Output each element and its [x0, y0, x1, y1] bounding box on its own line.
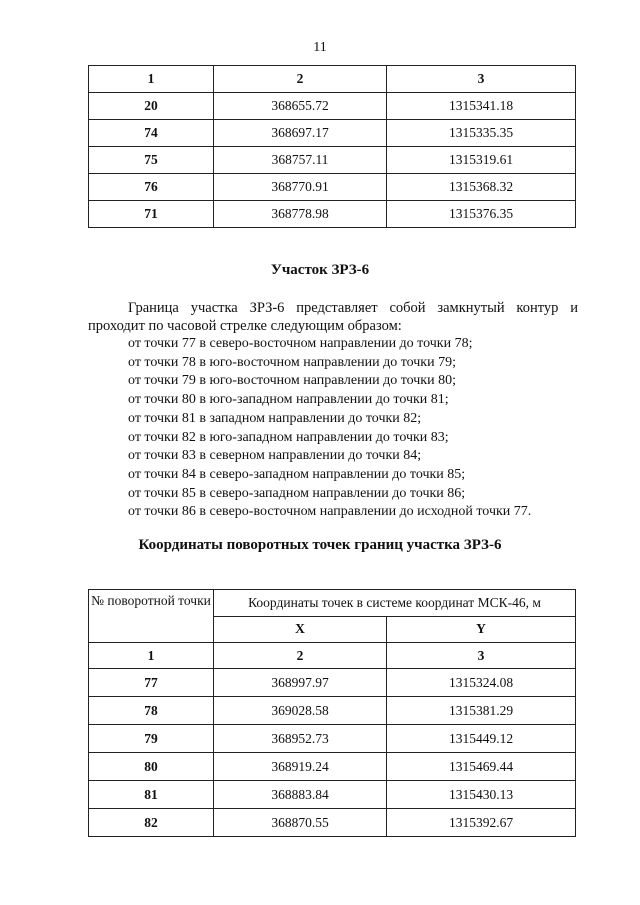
y-coordinate-cell: 1315324.08 [387, 669, 576, 697]
table-header-cell: 3 [387, 643, 576, 669]
y-coordinate-cell: 1315469.44 [387, 753, 576, 781]
x-coordinate-cell: 368655.72 [214, 93, 387, 120]
point-number-cell: 74 [89, 120, 214, 147]
table-row [89, 174, 576, 201]
table-row [89, 809, 576, 837]
coordinates-table [88, 589, 576, 837]
x-axis-header: X [214, 616, 387, 643]
x-coordinate-cell: 368770.91 [214, 174, 387, 201]
x-coordinate-cell: 368697.17 [214, 120, 387, 147]
route-step: от точки 78 в юго-восточном направлении до точки 79; [128, 354, 456, 370]
y-coordinate-cell: 1315335.35 [387, 120, 576, 147]
x-coordinate-cell: 368952.73 [214, 725, 387, 753]
point-number-cell: 78 [89, 697, 214, 725]
route-list [128, 335, 588, 522]
route-step: от точки 82 в юго-западном направлении до точки 83; [128, 429, 449, 445]
route-step: от точки 79 в юго-восточном направлении до точки 80; [128, 373, 456, 389]
table-header-cell: 3 [387, 66, 576, 93]
table-row [89, 120, 576, 147]
table-header-row [89, 66, 576, 93]
x-coordinate-cell: 368757.11 [214, 147, 387, 174]
coordinates-table-continued [88, 65, 576, 228]
table-row [89, 669, 576, 697]
point-number-cell: 20 [89, 93, 214, 120]
table-header-cell: 2 [214, 643, 387, 669]
route-step: от точки 86 в северо-восточном направлении до исходной точки 77. [128, 504, 532, 520]
x-coordinate-cell: 368919.24 [214, 753, 387, 781]
table-header-cell: 2 [214, 66, 387, 93]
page-number: 11 [313, 40, 327, 55]
x-coordinate-cell: 369028.58 [214, 697, 387, 725]
point-number-cell: 81 [89, 781, 214, 809]
x-coordinate-cell: 368997.97 [214, 669, 387, 697]
point-number-cell: 76 [89, 174, 214, 201]
route-step: от точки 83 в северном направлении до точки 84; [128, 448, 422, 464]
table-header-row [89, 643, 576, 669]
route-step: от точки 85 в северо-западном направлении до точки 86; [128, 485, 466, 501]
route-step: от точки 84 в северо-западном направлении до точки 85; [128, 466, 466, 482]
x-coordinate-cell: 368778.98 [214, 201, 387, 228]
route-step: от точки 81 в западном направлении до точки 82; [128, 410, 422, 426]
boundary-description [88, 299, 578, 335]
y-coordinate-cell: 1315449.12 [387, 725, 576, 753]
route-step: от точки 77 в северо-восточном направлении до точки 78; [128, 336, 473, 351]
y-coordinate-cell: 1315319.61 [387, 147, 576, 174]
point-number-cell: 77 [89, 669, 214, 697]
x-coordinate-cell: 368883.84 [214, 781, 387, 809]
y-coordinate-cell: 1315381.29 [387, 697, 576, 725]
table-header-row [89, 590, 576, 617]
table-row [89, 725, 576, 753]
point-number-cell: 75 [89, 147, 214, 174]
y-coordinate-cell: 1315368.32 [387, 174, 576, 201]
table-header-cell: 1 [89, 643, 214, 669]
y-coordinate-cell: 1315341.18 [387, 93, 576, 120]
point-number-cell: 80 [89, 753, 214, 781]
route-step: от точки 80 в юго-западном направлении до точки 81; [128, 392, 449, 408]
point-number-header: № поворотной точки [89, 590, 214, 643]
table-row [89, 753, 576, 781]
table-row [89, 697, 576, 725]
y-coordinate-cell: 1315392.67 [387, 809, 576, 837]
table-row [89, 93, 576, 120]
point-number-cell: 82 [89, 809, 214, 837]
point-number-cell: 79 [89, 725, 214, 753]
table-row [89, 781, 576, 809]
section-title: Участок ЗРЗ-6 [270, 262, 370, 278]
y-coordinate-cell: 1315376.35 [387, 201, 576, 228]
x-coordinate-cell: 368870.55 [214, 809, 387, 837]
coordinates-title: Координаты поворотных точек границ участка ЗРЗ-6 [138, 537, 502, 553]
intro-paragraph: Граница участка ЗРЗ-6 представляет собой замкнутый контур и проходит по часовой стрелке следующим образом: [88, 300, 578, 334]
coordinate-system-header: Координаты точек в системе координат МСК-46, м [214, 590, 576, 617]
y-coordinate-cell: 1315430.13 [387, 781, 576, 809]
point-number-cell: 71 [89, 201, 214, 228]
y-axis-header: Y [387, 616, 576, 643]
table-row [89, 147, 576, 174]
table-row [89, 201, 576, 228]
table-header-cell: 1 [89, 66, 214, 93]
